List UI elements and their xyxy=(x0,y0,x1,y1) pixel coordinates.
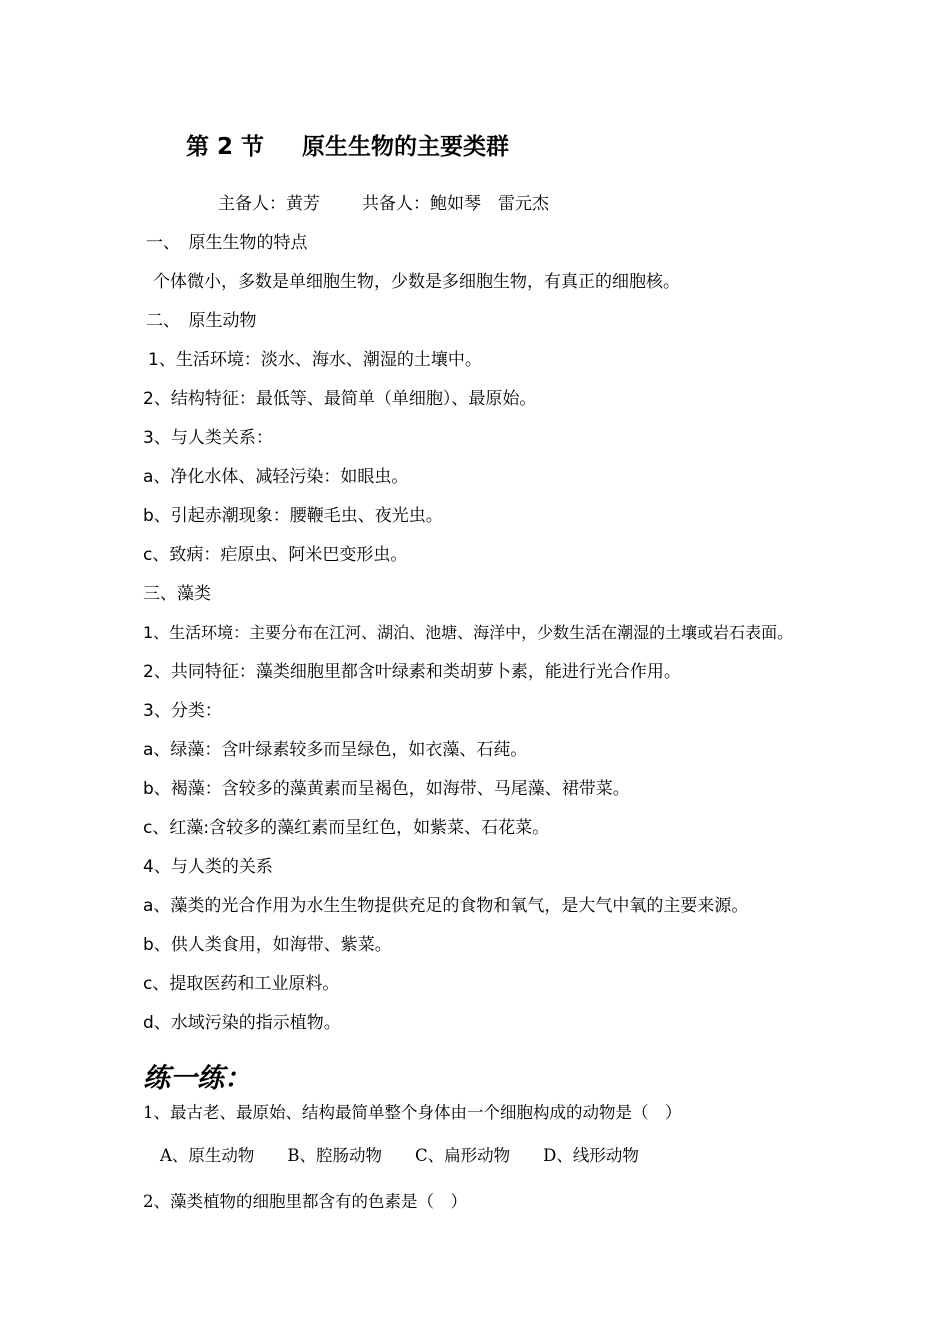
paragraph: 3、分类： xyxy=(143,701,222,721)
co-authors: 共备人：鲍如琴 雷元杰 xyxy=(362,194,549,214)
paragraph: c、红藻:含较多的藻红素而呈红色，如紫菜、石花菜。 xyxy=(143,818,550,838)
paragraph: c、致病：疟原虫、阿米巴变形虫。 xyxy=(143,545,408,565)
paragraph: b、褐藻：含较多的藻黄素而呈褐色，如海带、马尾藻、裙带菜。 xyxy=(143,779,630,799)
heading-3: 三、藻类 xyxy=(143,584,211,604)
page-title xyxy=(186,128,509,161)
paragraph: a、藻类的光合作用为水生生物提供充足的食物和氧气，是大气中氧的主要来源。 xyxy=(143,896,749,916)
paragraph: c、提取医药和工业原料。 xyxy=(143,974,340,994)
question-2: 2、藻类植物的细胞里都含有的色素是（ ） xyxy=(143,1192,467,1211)
paragraph: 2、结构特征：最低等、最简单（单细胞）、最原始。 xyxy=(143,389,537,409)
paragraph: b、供人类食用，如海带、紫菜。 xyxy=(143,935,392,955)
paragraph: a、绿藻：含叶绿素较多而呈绿色，如衣藻、石莼。 xyxy=(143,740,528,760)
author-line xyxy=(218,193,549,215)
question-1: 1、最古老、最原始、结构最简单整个身体由一个细胞构成的动物是（ ） xyxy=(143,1103,682,1122)
practice-heading: 练一练： xyxy=(143,1063,251,1094)
paragraph: a、净化水体、减轻污染：如眼虫。 xyxy=(143,467,409,487)
paragraph: 1、生活环境：淡水、海水、潮湿的土壤中。 xyxy=(148,350,482,370)
paragraph: b、引起赤潮现象：腰鞭毛虫、夜光虫。 xyxy=(143,506,443,526)
paragraph: d、水域污染的指示植物。 xyxy=(143,1013,341,1033)
paragraph: 3、与人类关系： xyxy=(143,428,273,448)
section-number: 第 2 节 xyxy=(186,134,265,160)
paragraph: 个体微小，多数是单细胞生物，少数是多细胞生物，有真正的细胞核。 xyxy=(153,272,680,292)
paragraph: 2、共同特征：藻类细胞里都含叶绿素和类胡萝卜素，能进行光合作用。 xyxy=(143,662,681,682)
section-name: 原生生物的主要类群 xyxy=(302,134,510,160)
heading-1: 一、 原生生物的特点 xyxy=(146,233,308,253)
paragraph: 1、生活环境：主要分布在江河、湖泊、池塘、海洋中，少数生活在潮湿的土壤或岩石表面。 xyxy=(143,623,794,642)
heading-2: 二、 原生动物 xyxy=(146,311,257,331)
paragraph: 4、与人类的关系 xyxy=(143,857,273,877)
main-author: 主备人：黄芳 xyxy=(218,194,320,214)
question-1-options: A、原生动物 B、腔肠动物 C、扁形动物 D、线形动物 xyxy=(160,1146,639,1165)
